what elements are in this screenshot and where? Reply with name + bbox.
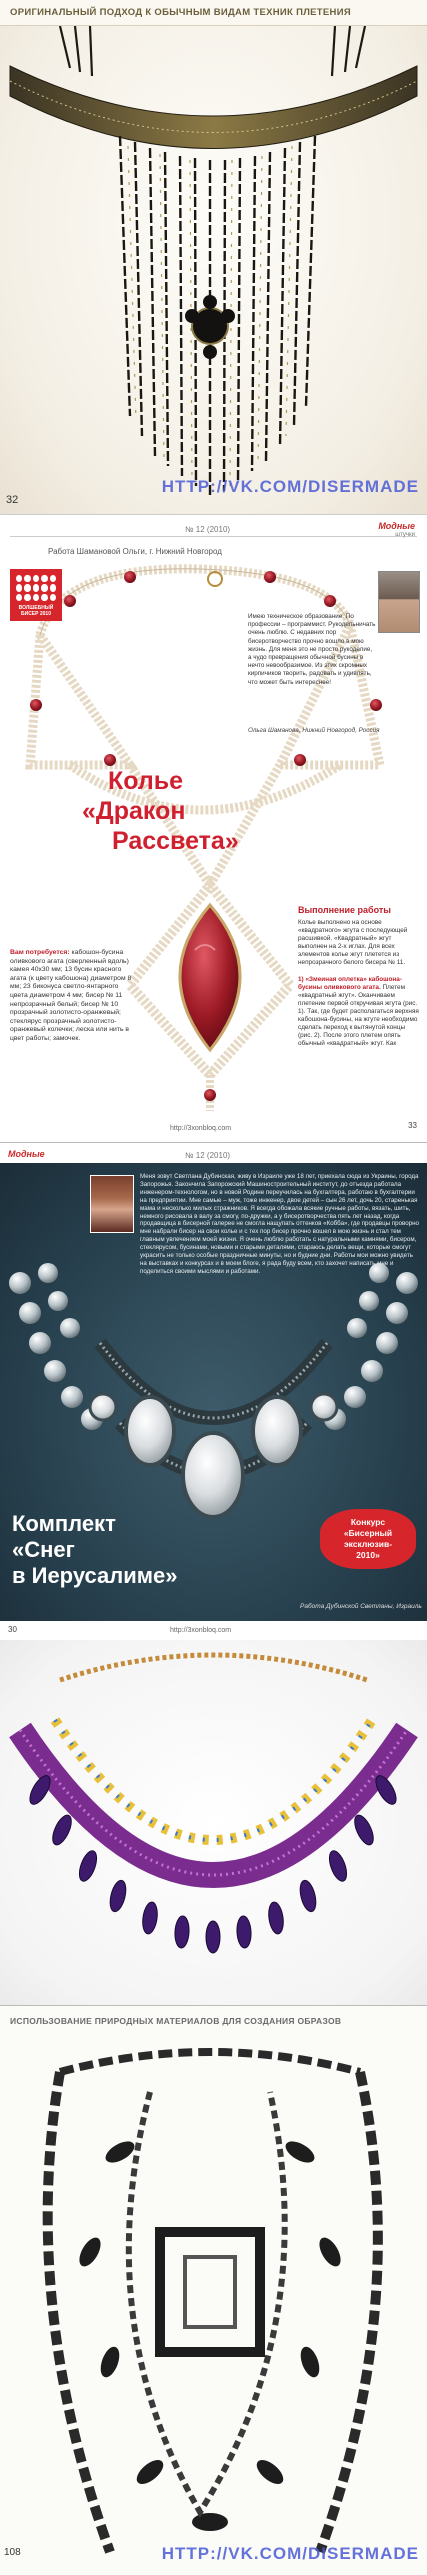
magazine-page-dragon-necklace (0, 514, 427, 1142)
photo-collar-necklace (0, 1640, 427, 2005)
author-portrait (378, 571, 420, 633)
watermark-url: HTTP://VK.COM/DISERMADE (161, 477, 419, 496)
materials-text: кабошон-бусина оливкового агата (сверленный вдоль) камея 40х30 мм; 13 бусин красного агата (к цвету кабошона) диаметром 8 мм; 23 биконуса светло-янтарного цвета диаметром 4 мм; бисер № 11 непрозрачный белый; бисер № 10 прозрачный золотисто-оранжевый; стеклярус прозрачный золотисто-оранжевый колечки; леска или нить в цвет работы; замочек. (10, 949, 132, 1042)
watermark-url: HTTP://VK.COM/DISERMADE (161, 2544, 419, 2563)
badge-line-4: 2010» (356, 1550, 380, 1560)
author-bio: Меня зовут Светлана Дубинская, живу в Израиле уже 18 лет, приехала сюда из Украины, города Запорожья. Закончила Запорожский Машиностроительный институт, до отъезда работала инженером-технологом, но в новой Родине переучилась на бухгалтера, работаю в бухгалтерии на предприятии. Мне самые – муж, тоже инженер, двое детей – сын 26 лет, дочь 20, старенькая мама и несколько милых стражников. Я всегда обожала всякие ручные работы, вязать, шить, немного рисовала в валу за смогу, по-дружки, а у бисеротворчества пять лет назад, когда продавщица в бисерной галерее не смогла нащупать оттенков «Кобба», где продавцы проворно мне набрали бисер на свои колье и с тех пор бисер прочно вошел в мою жизнь и стал тем главным увлечением моей жизни. Я очень люблю работать с натуральными камнями, бисером, стеклярусом, бусинами, новыми и старыми деталями, стараюсь делать вещи, которые смогут украсить не только особые праздничные минуты, но и будние дни. Работы мои можно увидеть на выставках и конкурсах и в моем блоге, я рада буду всем, кто захочет написать мне и поделиться своими мыслями и работами. (140, 1173, 419, 1275)
necklace-photo-collar (0, 1640, 427, 2005)
article-title-line-1: Колье (108, 767, 184, 795)
contest-badge (320, 1509, 416, 1569)
article-title-line-1: Комплект (12, 1511, 116, 1536)
badge-line-3: эксклюзив- (343, 1539, 393, 1549)
article-title-line-3: в Иерусалиме» (12, 1563, 178, 1588)
page-number: 108 (4, 2547, 21, 2558)
article-title-line-2: «Снег (12, 1537, 75, 1562)
footer-url: http://3xonbloq.com (170, 1627, 232, 1634)
materials-list (10, 949, 135, 1044)
magazine-page-tassel-necklace (0, 0, 427, 514)
article-title-line-3: Рассвета» (112, 827, 239, 855)
page-header-text: ОРИГИНАЛЬНЫЙ ПОДХОД К ОБЫЧНЫМ ВИДАМ ТЕХНИК ПЛЕТЕНИЯ (10, 7, 351, 18)
magazine-page-snow-set (0, 1142, 427, 1640)
author-portrait (90, 1175, 134, 1233)
collar-necklace-illustration (0, 1640, 427, 2005)
magazine-page-chain-necklace (0, 2005, 427, 2575)
instructions-heading: Выполнение работы (298, 905, 391, 915)
instructions-step-label: 1) «Змеиная оплетка» кабошона-бусины оливкового агата. (298, 975, 402, 991)
photo-credit: Работа Дубинской Светланы, Израиль (300, 1603, 422, 1610)
issue-number: № 12 (2010) (185, 1151, 231, 1160)
page-number: 30 (8, 1625, 17, 1634)
badge-line-2: «Бисерный (343, 1528, 393, 1538)
author-bio: Имею техническое образование. По профессии – программист. Рукодельничать очень люблю. С недавних пор бисеротворчество прочно вошло в мою жизнь. Для меня это не просто рукоделие, а чудо превращения обычной бусины в нечто невообразимое. Из этих скромных кирпичиков творить, радовать и удивлять, что может быть интереснее! (248, 613, 376, 686)
badge-line-1: Конкурс (350, 1517, 386, 1527)
page-number: 33 (408, 1121, 417, 1130)
tassel-necklace-illustration (0, 26, 427, 514)
logo-bead-grid (16, 575, 56, 601)
logo-text: ВОЛШЕБНЫЙ БИСЕР 2010 (18, 605, 54, 617)
necklace-photo-tassel (0, 26, 427, 514)
instructions-intro: Колье выполнено на основе «квадратного» жгута с последующей расшивкой. «Квадратный» жгут выполнен на 2-х иглах. Для всех элементов колье жгут плетется из непрозрачного белого бисера № 11. (298, 919, 408, 967)
page-header-text: ИСПОЛЬЗОВАНИЕ ПРИРОДНЫХ МАТЕРИАЛОВ ДЛЯ СОЗДАНИЯ ОБРАЗОВ (10, 2016, 342, 2026)
magazine-brand: Модные (8, 1149, 45, 1159)
page-header (0, 2012, 427, 2030)
issue-number: № 12 (2010) (185, 525, 231, 534)
magazine-brand: Модные (378, 521, 415, 531)
chain-necklace-illustration (0, 2032, 427, 2575)
magazine-brand-sub: штучки (395, 532, 415, 538)
contest-logo (10, 569, 62, 621)
instructions-step-text: Плетем «квадратный жгут». Оканчиваем плетение первой откручивая жгута (рис. 1). Так, где будет располагаться верхняя кабошона-бусины, на жгуте необходимо сделать переход к вытянутой концы (рис. 2). После этого плетем опять обычный «квадратный» жгут. Как (298, 983, 419, 1048)
author-line: Работа Шамановой Ольги, г. Нижний Новгород (48, 547, 222, 556)
article-title-line-2: «Дракон (82, 797, 186, 825)
instructions-text (298, 919, 420, 1049)
author-signature: Ольга Шаманова, Нижний Новгород, Россия (248, 727, 380, 734)
page-number: 32 (6, 494, 19, 506)
materials-label: Вам потребуется: (10, 949, 70, 956)
necklace-photo-chain (0, 2032, 427, 2575)
page-header (0, 0, 427, 26)
footer-url: http://3xonbloq.com (170, 1125, 232, 1132)
